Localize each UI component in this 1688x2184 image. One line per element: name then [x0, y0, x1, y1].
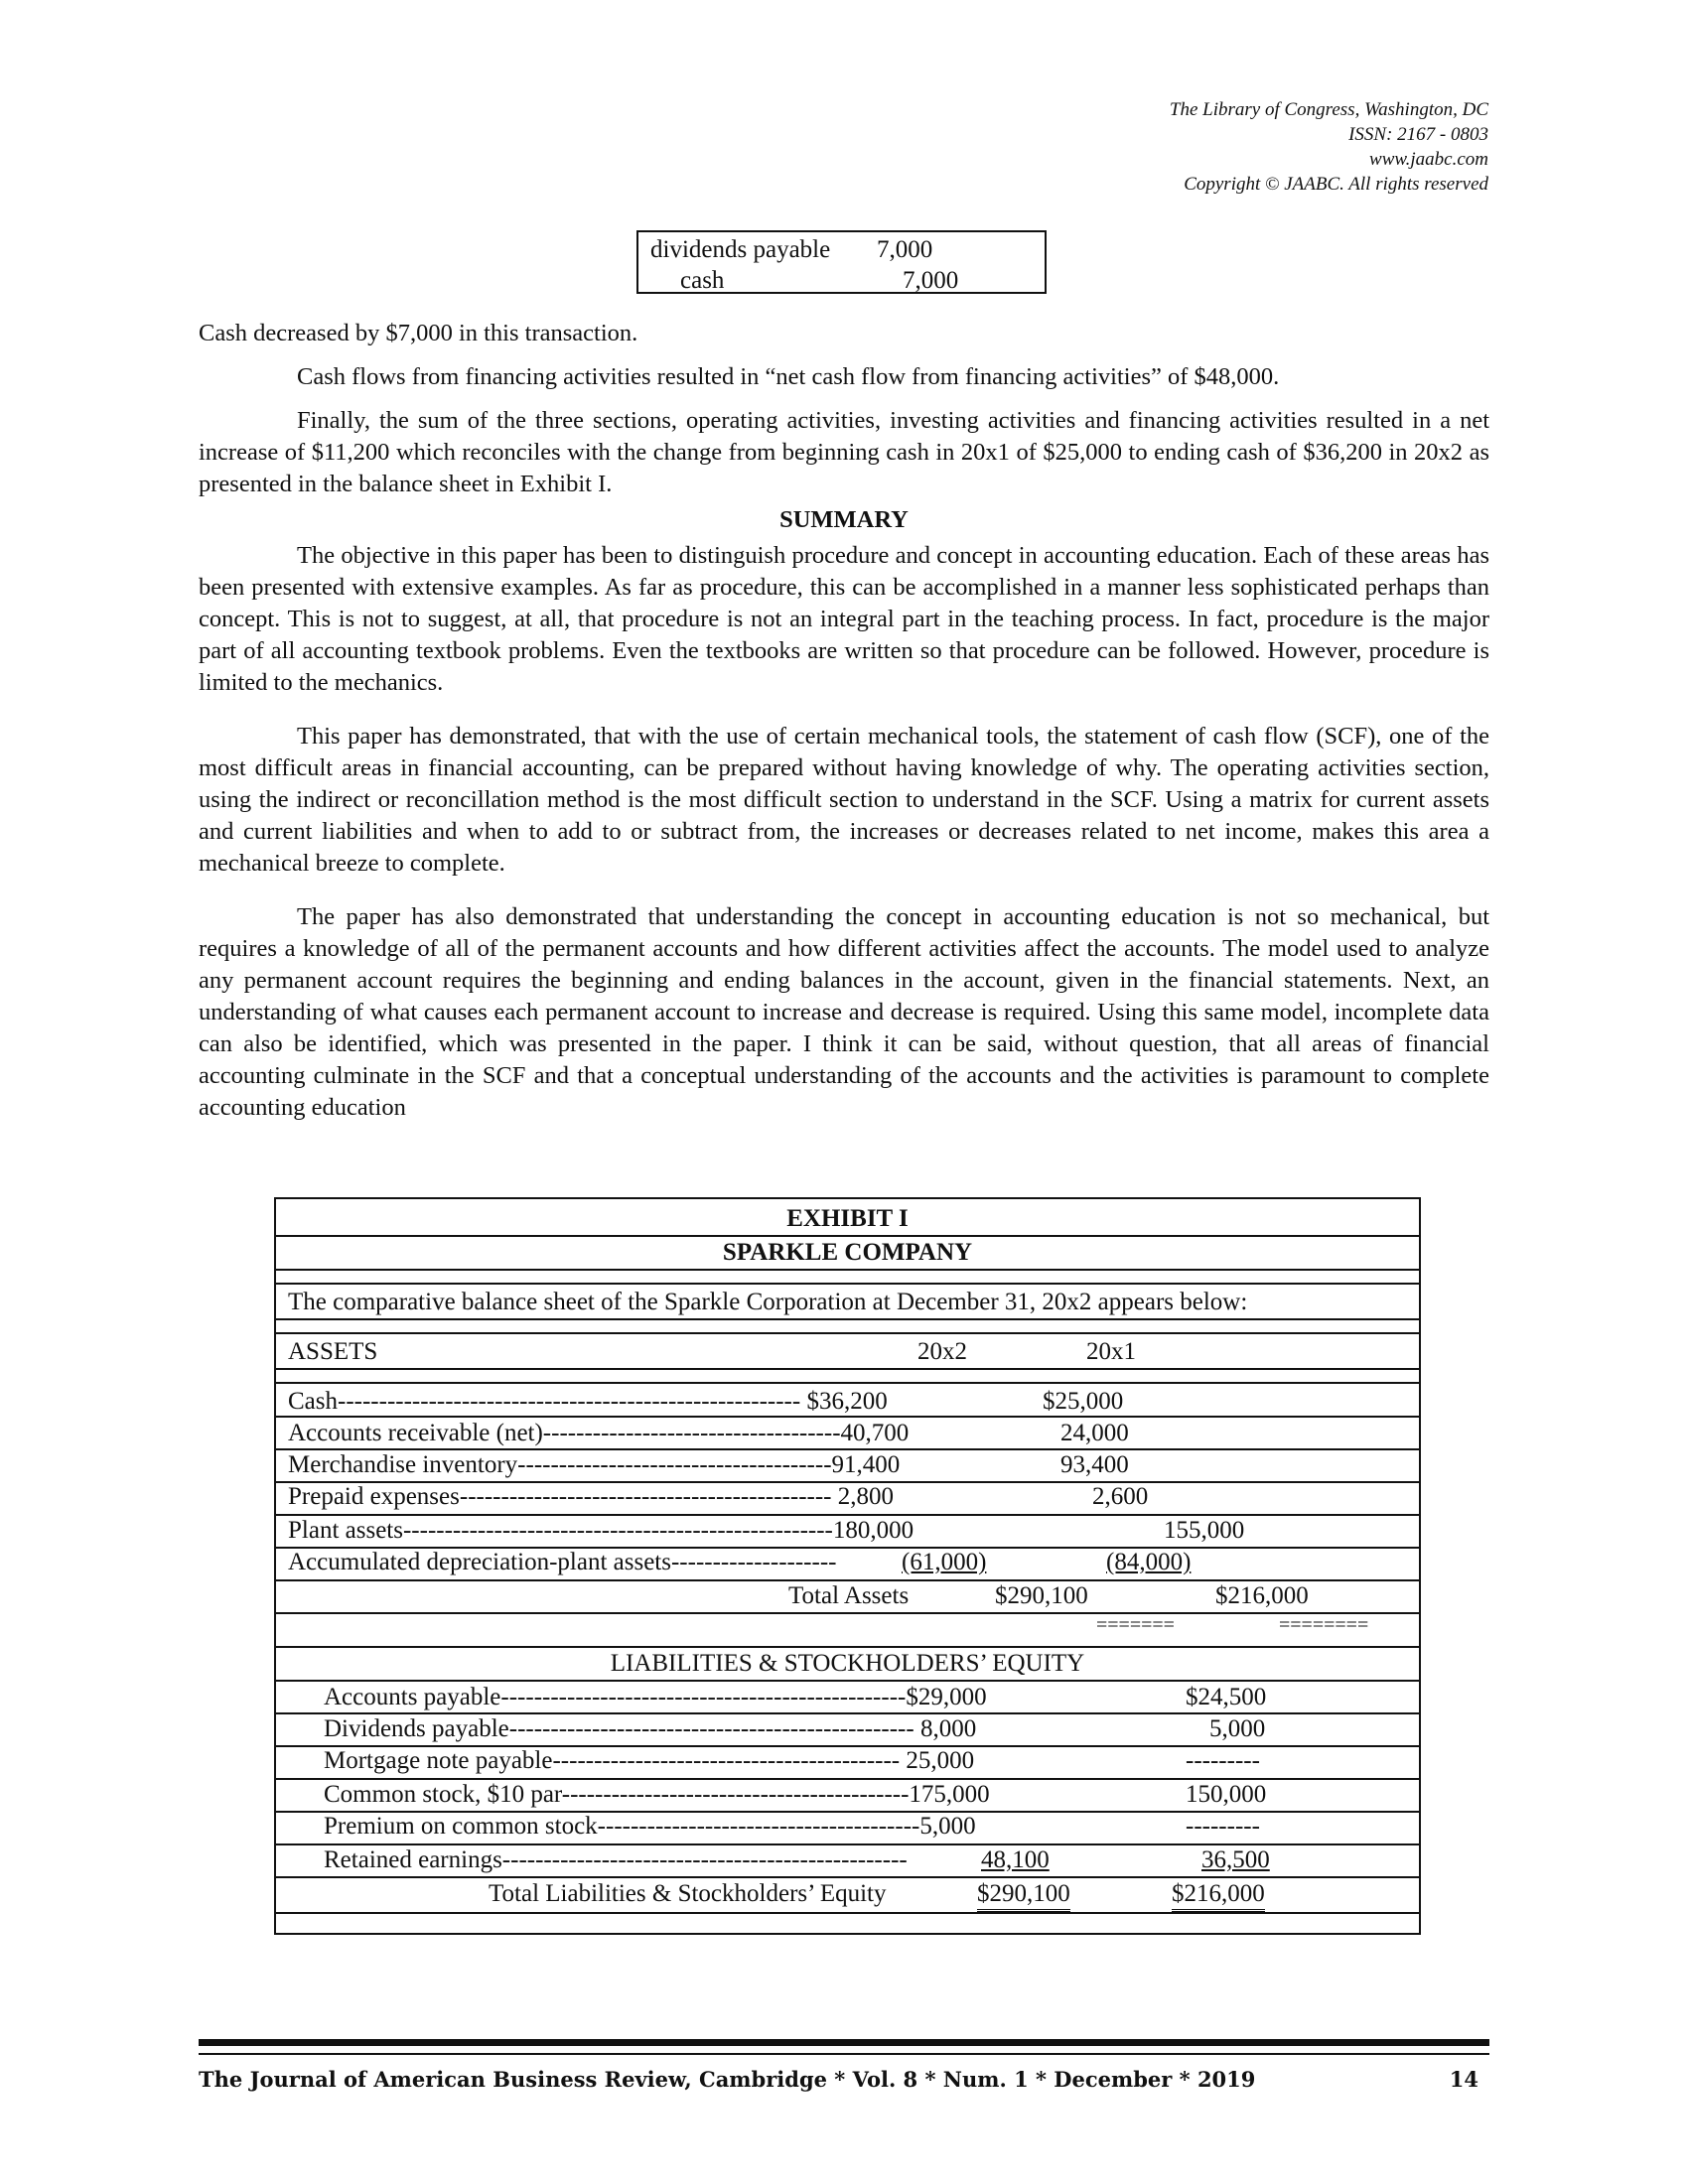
credit-amount: 7,000 [903, 267, 959, 294]
header-line-issn: ISSN: 2167 - 0803 [1348, 124, 1488, 145]
total-assets-20x2: $290,100 [995, 1582, 1088, 1609]
double-rule-20x1: ======== [1279, 1614, 1369, 1636]
paragraph-also-demonstrated: The paper has also demonstrated that understanding the concept in accounting education is not so mechanical, but requires a knowledge of all of the permanent accounts and how different activities affect the accounts. The model used to analyze any permanent account requires the beginning and ending balances in the account, given in the financial statements. Next, an understanding of what causes each permanent account to increase and decrease is required. Using this same model, incomplete data can also be identified, which was presented in the paper. I think it can be said, without question, that all areas of financial accounting culminate in the SCF and that a conceptual understanding of the accounts and the activities is paramount to complete accounting education [199, 903, 1489, 1121]
liability-row-label: Retained earnings------------------------------------------------- [324, 1846, 908, 1873]
liability-row-prior: 150,000 [1186, 1781, 1267, 1808]
liabilities-heading: LIABILITIES & STOCKHOLDERS’ EQUITY [610, 1650, 1085, 1677]
paragraph-demonstrated: This paper has demonstrated, that with the use of certain mechanical tools, the statement of cash flow (SCF), one of the most difficult areas in financial accounting, can be prepared without having knowledge of why. The operating activities section, using the indirect or reconcillation method is the most difficult section to understand in the SCF. Using a matrix for current assets and current liabilities and when to add to or subtract from, the increases or decreases related to net income, makes this area a mechanical breeze to complete. [199, 723, 1489, 877]
asset-row-label: Accumulated depreciation-plant assets-------------------- [288, 1549, 837, 1575]
asset-row-label: Cash-------------------------------------------------------- $36,200 [288, 1388, 888, 1415]
asset-row-prior: (84,000) [1106, 1549, 1192, 1575]
liability-row-prior: --------- [1186, 1813, 1260, 1840]
summary-heading: SUMMARY [779, 506, 909, 533]
footer-journal-citation: The Journal of American Business Review, Cambridge * Vol. 8 * Num. 1 * December * 2019 [199, 2067, 1256, 2092]
body-section-1 [199, 318, 1489, 1124]
divider [276, 1332, 1419, 1334]
total-assets-label: Total Assets [788, 1582, 910, 1609]
asset-row-label: Prepaid expenses--------------------------------------------- 2,800 [288, 1483, 894, 1510]
column-20x2: 20x2 [917, 1338, 967, 1365]
header-line-website: www.jaabc.com [1369, 149, 1488, 170]
liability-row-label: Mortgage note payable------------------------------------------ 25,000 [324, 1747, 975, 1774]
asset-row-prior: 24,000 [1060, 1420, 1129, 1446]
asset-row-prior: 2,600 [1092, 1483, 1149, 1510]
footer-rule-thin [199, 2053, 1489, 2055]
liability-row-label: Dividends payable------------------------------------------------- 8,000 [324, 1715, 977, 1742]
exhibit-intro: The comparative balance sheet of the Sparkle Corporation at December 31, 20x2 appears below: [288, 1289, 1248, 1315]
total-assets-20x1: $216,000 [1215, 1582, 1309, 1609]
total-liabilities-20x2: $290,100 [977, 1878, 1070, 1912]
column-20x1: 20x1 [1086, 1338, 1136, 1365]
asset-row-prior: 155,000 [1164, 1517, 1245, 1544]
divider [276, 1912, 1419, 1914]
liability-row-prior: --------- [1186, 1747, 1260, 1774]
asset-row-prior: $25,000 [1043, 1388, 1124, 1415]
liability-row-label: Common stock, $10 par------------------------------------------175,000 [324, 1781, 990, 1808]
divider [276, 1283, 1419, 1285]
credit-account: cash [680, 267, 725, 294]
header-line-copyright: Copyright © JAABC. All rights reserved [1184, 174, 1488, 195]
paragraph-financing: Cash flows from financing activities resulted in “net cash flow from financing activities” of $48,000. [297, 363, 1280, 390]
liability-row-prior: 5,000 [1209, 1715, 1266, 1742]
divider [276, 1269, 1419, 1271]
publication-header [1170, 97, 1488, 197]
exhibit-title: EXHIBIT I [786, 1205, 909, 1232]
journal-entry-box [636, 230, 1047, 294]
liability-row-prior: $24,500 [1186, 1684, 1267, 1710]
asset-row-label: Merchandise inventory--------------------------------------91,400 [288, 1451, 901, 1478]
page-number: 14 [1449, 2067, 1478, 2092]
divider [276, 1612, 1419, 1614]
paragraph-objective: The objective in this paper has been to distinguish procedure and concept in accounting education. Each of these areas has been presented with extensive examples. As far as procedure, this can be accomplished in a manner less sophisticated perhaps than concept. This is not to suggest, at all, that procedure is not an integral part in the teaching process. In fact, procedure is the major part of all accounting textbook problems. Even the textbooks are written so that procedure can be followed. However, procedure is limited to the mechanics. [199, 542, 1489, 696]
liability-row-label: Accounts payable-------------------------------------------------$29,000 [324, 1684, 987, 1710]
paragraph-finally: Finally, the sum of the three sections, operating activities, investing activities and financing activities resulted in a net increase of $11,200 which reconciles with the change from beginning cash in 20x1 of $25,000 to ending cash of $36,200 in 20x2 as presented in the balance sheet in Exhibit I. [199, 407, 1489, 497]
asset-row-label: Accounts receivable (net)------------------------------------40,700 [288, 1420, 910, 1446]
asset-row-prior: 93,400 [1060, 1451, 1129, 1478]
asset-row-label: Plant assets----------------------------------------------------180,000 [288, 1517, 914, 1544]
assets-label: ASSETS [288, 1338, 378, 1365]
divider [276, 1382, 1419, 1384]
exhibit-balance-sheet [274, 1197, 1421, 1935]
paragraph-cash-decreased: Cash decreased by $7,000 in this transaction. [199, 320, 638, 346]
asset-row-current: (61,000) [902, 1549, 987, 1575]
total-liabilities-label: Total Liabilities & Stockholders’ Equity [489, 1880, 887, 1907]
liability-row-current: 48,100 [981, 1846, 1050, 1873]
debit-amount: 7,000 [877, 236, 933, 263]
total-liabilities-20x1: $216,000 [1172, 1878, 1265, 1912]
divider [276, 1318, 1419, 1320]
liability-row-prior: 36,500 [1201, 1846, 1270, 1873]
footer-rule [199, 2039, 1489, 2055]
exhibit-company: SPARKLE COMPANY [722, 1239, 973, 1266]
liability-row-label: Premium on common stock---------------------------------------5,000 [324, 1813, 976, 1840]
double-rule-20x2: ======= [1096, 1614, 1175, 1636]
divider [276, 1368, 1419, 1370]
header-line-library: The Library of Congress, Washington, DC [1169, 99, 1488, 120]
debit-account: dividends payable [650, 236, 831, 263]
